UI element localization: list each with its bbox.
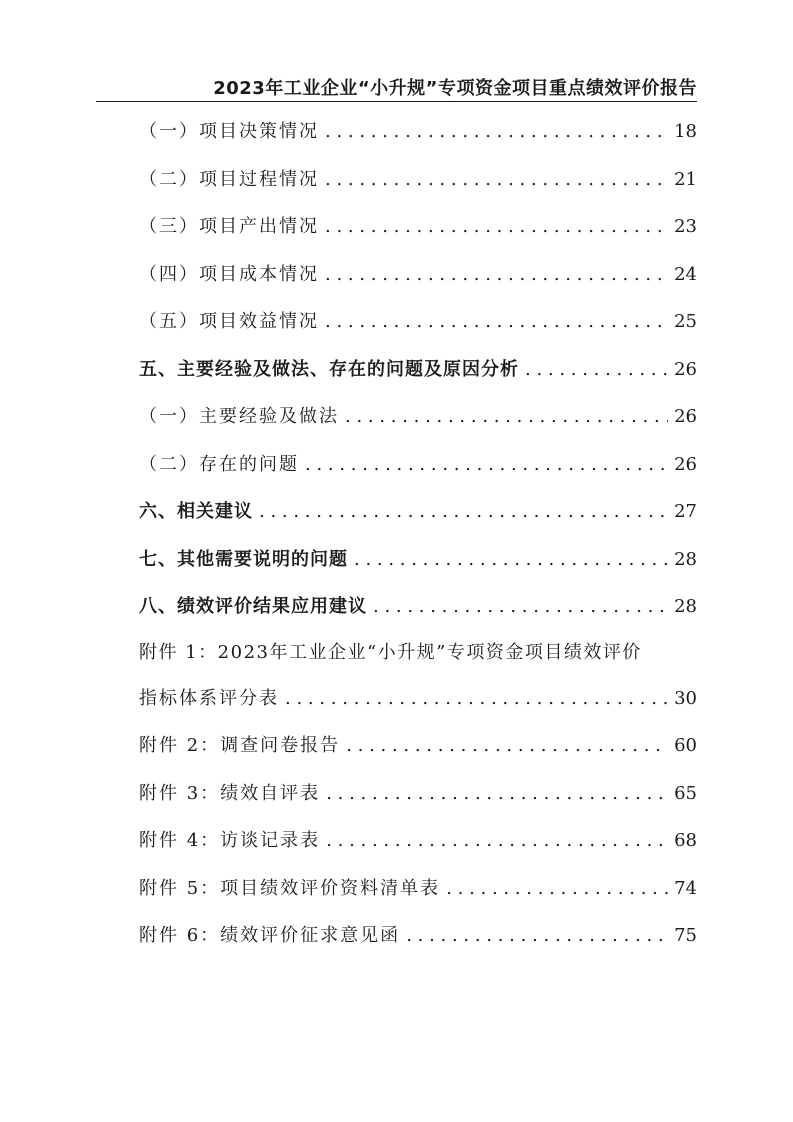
toc-entry-page: 28 [674, 596, 697, 617]
toc-entry-title: 附件 1：2023年工业企业“小升规”专项资金项目绩效评价 [139, 641, 642, 663]
toc-entry-title: （一）主要经验及做法 [139, 406, 339, 427]
toc-entry-title: （五）项目效益情况 [139, 311, 319, 332]
toc-dot-leader [325, 203, 668, 251]
toc-dot-leader [354, 536, 668, 584]
toc-entry-page: 27 [674, 501, 697, 522]
toc-entry-project-benefit[interactable] [139, 298, 697, 346]
toc-dot-leader [325, 156, 668, 204]
toc-entry-attachment-5[interactable] [139, 865, 697, 913]
toc-entry-section-7[interactable] [139, 536, 697, 584]
toc-entry-title: 八、绩效评价结果应用建议 [139, 596, 367, 617]
toc-entry-page: 65 [674, 782, 697, 804]
toc-entry-page: 26 [674, 453, 697, 475]
toc-entry-title: 附件 5：项目绩效评价资料清单表 [139, 877, 441, 899]
toc-dot-leader [346, 722, 668, 770]
toc-entry-project-output[interactable] [139, 203, 697, 251]
toc-entry-page: 21 [674, 168, 697, 190]
toc-entry-project-decision[interactable] [139, 108, 697, 156]
toc-entry-page: 28 [674, 548, 697, 570]
toc-entry-page: 74 [674, 877, 697, 899]
toc-entry-title: 附件 4：访谈记录表 [139, 830, 321, 851]
toc-entry-section-5[interactable] [139, 346, 697, 394]
toc-entry-attachment-1-line1[interactable] [139, 631, 697, 675]
toc-dot-leader [326, 770, 668, 818]
toc-entry-page: 68 [674, 830, 697, 851]
toc-dot-leader [259, 488, 668, 536]
toc-entry-page: 26 [674, 406, 697, 427]
toc-entry-page: 30 [674, 687, 697, 709]
toc-entry-title: 七、其他需要说明的问题 [139, 548, 348, 570]
toc-dot-leader [525, 346, 668, 394]
header-divider [96, 101, 697, 102]
toc-dot-leader [326, 817, 668, 865]
toc-entry-title: （三）项目产出情况 [139, 216, 319, 237]
toc-dot-leader [446, 865, 668, 913]
toc-dot-leader [345, 393, 668, 441]
toc-dot-leader [285, 675, 668, 723]
toc-dot-leader [325, 108, 668, 156]
toc-entry-attachment-4[interactable] [139, 817, 697, 865]
toc-entry-page: 23 [674, 216, 697, 237]
toc-dot-leader [325, 298, 668, 346]
toc-entry-page: 18 [674, 121, 697, 142]
toc-entry-title: 指标体系评分表 [139, 687, 279, 709]
toc-entry-title: 五、主要经验及做法、存在的问题及原因分析 [139, 358, 519, 380]
toc-entry-title: 六、相关建议 [139, 501, 253, 522]
toc-entry-page: 25 [674, 311, 697, 332]
toc-entry-title: （一）项目决策情况 [139, 121, 319, 142]
page-header-title: 2023年工业企业“小升规”专项资金项目重点绩效评价报告 [213, 78, 697, 99]
toc-entry-attachment-2[interactable] [139, 722, 697, 770]
toc-entry-project-process[interactable] [139, 156, 697, 204]
toc-entry-page: 60 [674, 735, 697, 756]
toc-entry-title: 附件 6：绩效评价征求意见函 [139, 925, 401, 946]
toc-entry-page: 24 [674, 263, 697, 285]
toc-entry-project-cost[interactable] [139, 251, 697, 299]
toc-entry-existing-problems[interactable] [139, 441, 697, 489]
toc-entry-section-6[interactable] [139, 488, 697, 536]
toc-entry-title: （二）项目过程情况 [139, 168, 319, 190]
toc-dot-leader [325, 251, 668, 299]
toc-entry-attachment-6[interactable] [139, 912, 697, 960]
toc-entry-page: 26 [674, 358, 697, 380]
toc-entry-section-8[interactable] [139, 583, 697, 631]
toc-entry-page: 75 [674, 925, 697, 946]
toc-entry-title: 附件 2：调查问卷报告 [139, 735, 341, 756]
toc-entry-attachment-3[interactable] [139, 770, 697, 818]
toc-entry-title: 附件 3：绩效自评表 [139, 782, 321, 804]
table-of-contents [139, 108, 697, 960]
toc-entry-main-experience[interactable] [139, 393, 697, 441]
toc-entry-title: （二）存在的问题 [139, 453, 299, 475]
toc-dot-leader [406, 912, 668, 960]
toc-dot-leader [305, 441, 668, 489]
toc-entry-attachment-1[interactable] [139, 675, 697, 723]
toc-dot-leader [373, 583, 668, 631]
toc-entry-title: （四）项目成本情况 [139, 263, 319, 285]
